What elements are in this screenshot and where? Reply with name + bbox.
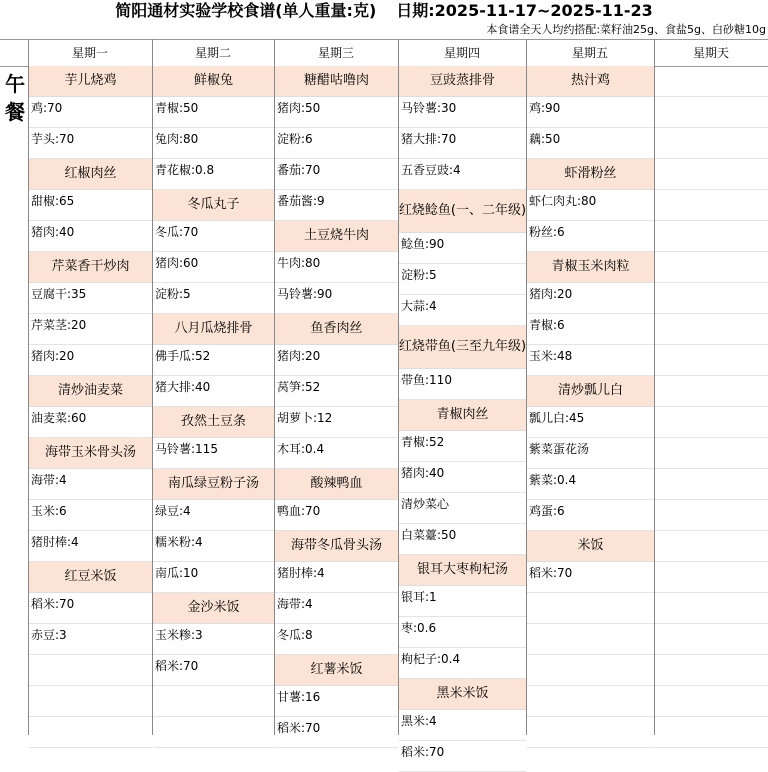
ingredient-row: 兔肉:80 — [153, 128, 274, 159]
dish-name: 酸辣鸭血 — [275, 469, 398, 500]
day-header: 星期一 — [71, 46, 108, 60]
ingredient-row: 猪肉:40 — [29, 221, 152, 252]
ingredient-row: 稻米:70 — [29, 593, 152, 624]
menu-column-wednesday — [275, 66, 398, 748]
empty-row — [655, 376, 768, 407]
menu-column-tuesday — [153, 66, 274, 748]
empty-row — [655, 66, 768, 97]
empty-row — [655, 221, 768, 252]
ingredient-row: 猪肉:50 — [275, 97, 398, 128]
empty-row — [527, 686, 654, 717]
ingredient-row: 枸杞子:0.4 — [399, 648, 526, 679]
ingredient-row: 枣:0.6 — [399, 617, 526, 648]
ingredient-row: 鸭血:70 — [275, 500, 398, 531]
ingredient-row: 冬瓜:70 — [153, 221, 274, 252]
ingredient-row: 猪肘棒:4 — [275, 562, 398, 593]
dish-name: 青椒肉丝 — [399, 400, 526, 431]
empty-row — [655, 717, 768, 748]
empty-row — [527, 655, 654, 686]
empty-row — [655, 531, 768, 562]
dish-name: 米饭 — [527, 531, 654, 562]
dish-name: 南瓜绿豆粉子汤 — [153, 469, 274, 500]
ingredient-row: 虾仁肉丸:80 — [527, 190, 654, 221]
ingredient-row: 冬瓜:8 — [275, 624, 398, 655]
empty-row — [655, 500, 768, 531]
ingredient-row: 青椒:6 — [527, 314, 654, 345]
ingredient-row: 豆腐干:35 — [29, 283, 152, 314]
empty-row — [655, 438, 768, 469]
ingredient-row: 赤豆:3 — [29, 624, 152, 655]
dish-name: 虾滑粉丝 — [527, 159, 654, 190]
dish-name: 银耳大枣枸杞汤 — [399, 555, 526, 586]
ingredient-row: 青椒:50 — [153, 97, 274, 128]
empty-row — [655, 655, 768, 686]
empty-row — [655, 283, 768, 314]
empty-row — [655, 97, 768, 128]
ingredient-row: 甜椒:65 — [29, 190, 152, 221]
empty-row — [655, 128, 768, 159]
ingredient-row: 淀粉:5 — [153, 283, 274, 314]
ingredient-row: 南瓜:10 — [153, 562, 274, 593]
ingredient-row: 马铃薯:30 — [399, 97, 526, 128]
ingredient-row: 淀粉:5 — [399, 264, 526, 295]
ingredient-row: 鸡蛋:6 — [527, 500, 654, 531]
ingredient-row: 青椒:52 — [399, 431, 526, 462]
ingredient-row: 粉丝:6 — [527, 221, 654, 252]
dish-name: 青椒玉米肉粒 — [527, 252, 654, 283]
dish-name: 冬瓜丸子 — [153, 190, 274, 221]
day-header: 星期二 — [194, 46, 231, 60]
dish-name: 鲜椒兔 — [153, 66, 274, 97]
ingredient-row: 藕:50 — [527, 128, 654, 159]
menu-column-sunday — [655, 66, 768, 748]
dish-name: 热汁鸡 — [527, 66, 654, 97]
empty-row — [655, 407, 768, 438]
ingredient-row: 紫菜:0.4 — [527, 469, 654, 500]
ingredient-row: 鸡:70 — [29, 97, 152, 128]
dish-name: 清炒瓢儿白 — [527, 376, 654, 407]
empty-row — [527, 593, 654, 624]
page-title: 简阳通材实验学校食谱(单人重量:克) 日期:2025-11-17~2025-11-23 — [115, 1, 653, 20]
dish-name: 海带玉米骨头汤 — [29, 438, 152, 469]
ingredient-row: 猪肉:40 — [399, 462, 526, 493]
empty-row — [29, 686, 152, 717]
dish-name: 红豆米饭 — [29, 562, 152, 593]
day-header: 星期四 — [443, 46, 480, 60]
ingredient-row: 芹菜茎:20 — [29, 314, 152, 345]
ingredient-row: 猪大排:40 — [153, 376, 274, 407]
empty-row — [655, 190, 768, 221]
ingredient-row: 大蒜:4 — [399, 295, 526, 326]
empty-row — [655, 624, 768, 655]
ingredient-row: 胡萝卜:12 — [275, 407, 398, 438]
ingredient-row: 瓢儿白:45 — [527, 407, 654, 438]
dish-name: 黑米米饭 — [399, 679, 526, 710]
ingredient-row: 玉米:6 — [29, 500, 152, 531]
ingredient-row: 马铃薯:90 — [275, 283, 398, 314]
ingredient-row: 带鱼:110 — [399, 369, 526, 400]
ingredient-row: 番茄:70 — [275, 159, 398, 190]
seasoning-note: 本食谱全天人均约搭配:菜籽油25g、食盐5g、白砂糖10g — [486, 23, 766, 36]
menu-column-monday — [29, 66, 152, 748]
day-header: 星期五 — [571, 46, 608, 60]
ingredient-row: 绿豆:4 — [153, 500, 274, 531]
day-header-row — [0, 39, 768, 67]
ingredient-row: 油麦菜:60 — [29, 407, 152, 438]
ingredient-row: 稻米:70 — [275, 717, 398, 748]
empty-row — [153, 717, 274, 748]
dish-name: 豆豉蒸排骨 — [399, 66, 526, 97]
dish-name: 八月瓜烧排骨 — [153, 314, 274, 345]
empty-row — [29, 717, 152, 748]
ingredient-row: 木耳:0.4 — [275, 438, 398, 469]
meal-label: 午餐 — [5, 72, 25, 124]
menu-column-thursday — [399, 66, 526, 772]
dish-name: 红烧鲶鱼(一、二年级) — [399, 190, 526, 233]
empty-row — [153, 686, 274, 717]
ingredient-row: 稻米:70 — [399, 741, 526, 772]
ingredient-row: 猪肉:60 — [153, 252, 274, 283]
ingredient-row: 紫菜蛋花汤 — [527, 438, 654, 469]
dish-name: 糖醋咕噜肉 — [275, 66, 398, 97]
empty-row — [655, 562, 768, 593]
ingredient-row: 番茄酱:9 — [275, 190, 398, 221]
empty-row — [655, 159, 768, 190]
dish-name: 鱼香肉丝 — [275, 314, 398, 345]
dish-name: 金沙米饭 — [153, 593, 274, 624]
empty-row — [29, 655, 152, 686]
dish-name: 芹菜香干炒肉 — [29, 252, 152, 283]
empty-row — [655, 252, 768, 283]
ingredient-row: 芋头:70 — [29, 128, 152, 159]
empty-row — [655, 469, 768, 500]
ingredient-row: 淀粉:6 — [275, 128, 398, 159]
ingredient-row: 鸡:90 — [527, 97, 654, 128]
ingredient-row: 海带:4 — [29, 469, 152, 500]
dish-name: 孜然土豆条 — [153, 407, 274, 438]
empty-row — [527, 717, 654, 748]
ingredient-row: 稻米:70 — [527, 562, 654, 593]
ingredient-row: 玉米糁:3 — [153, 624, 274, 655]
ingredient-row: 五香豆豉:4 — [399, 159, 526, 190]
ingredient-row: 清炒菜心 — [399, 493, 526, 524]
day-header: 星期三 — [317, 46, 354, 60]
menu-column-friday — [527, 66, 654, 748]
ingredient-row: 猪肉:20 — [29, 345, 152, 376]
ingredient-row: 糯米粉:4 — [153, 531, 274, 562]
empty-row — [655, 314, 768, 345]
ingredient-row: 白菜薹:50 — [399, 524, 526, 555]
ingredient-row: 猪肉:20 — [527, 283, 654, 314]
ingredient-row: 稻米:70 — [153, 655, 274, 686]
day-header: 星期天 — [692, 46, 729, 60]
ingredient-row: 牛肉:80 — [275, 252, 398, 283]
dish-name: 海带冬瓜骨头汤 — [275, 531, 398, 562]
empty-row — [655, 345, 768, 376]
ingredient-row: 佛手瓜:52 — [153, 345, 274, 376]
ingredient-row: 莴笋:52 — [275, 376, 398, 407]
dish-name: 红椒肉丝 — [29, 159, 152, 190]
dish-name: 清炒油麦菜 — [29, 376, 152, 407]
dish-name: 土豆烧牛肉 — [275, 221, 398, 252]
ingredient-row: 玉米:48 — [527, 345, 654, 376]
ingredient-row: 青花椒:0.8 — [153, 159, 274, 190]
ingredient-row: 猪肉:20 — [275, 345, 398, 376]
ingredient-row: 猪大排:70 — [399, 128, 526, 159]
ingredient-row: 猪肘棒:4 — [29, 531, 152, 562]
ingredient-row: 马铃薯:115 — [153, 438, 274, 469]
ingredient-row: 银耳:1 — [399, 586, 526, 617]
dish-name: 红薯米饭 — [275, 655, 398, 686]
ingredient-row: 黑米:4 — [399, 710, 526, 741]
ingredient-row: 海带:4 — [275, 593, 398, 624]
empty-row — [527, 624, 654, 655]
empty-row — [655, 593, 768, 624]
ingredient-row: 鲶鱼:90 — [399, 233, 526, 264]
empty-row — [655, 686, 768, 717]
ingredient-row: 甘薯:16 — [275, 686, 398, 717]
dish-name: 红烧带鱼(三至九年级) — [399, 326, 526, 369]
dish-name: 芋儿烧鸡 — [29, 66, 152, 97]
